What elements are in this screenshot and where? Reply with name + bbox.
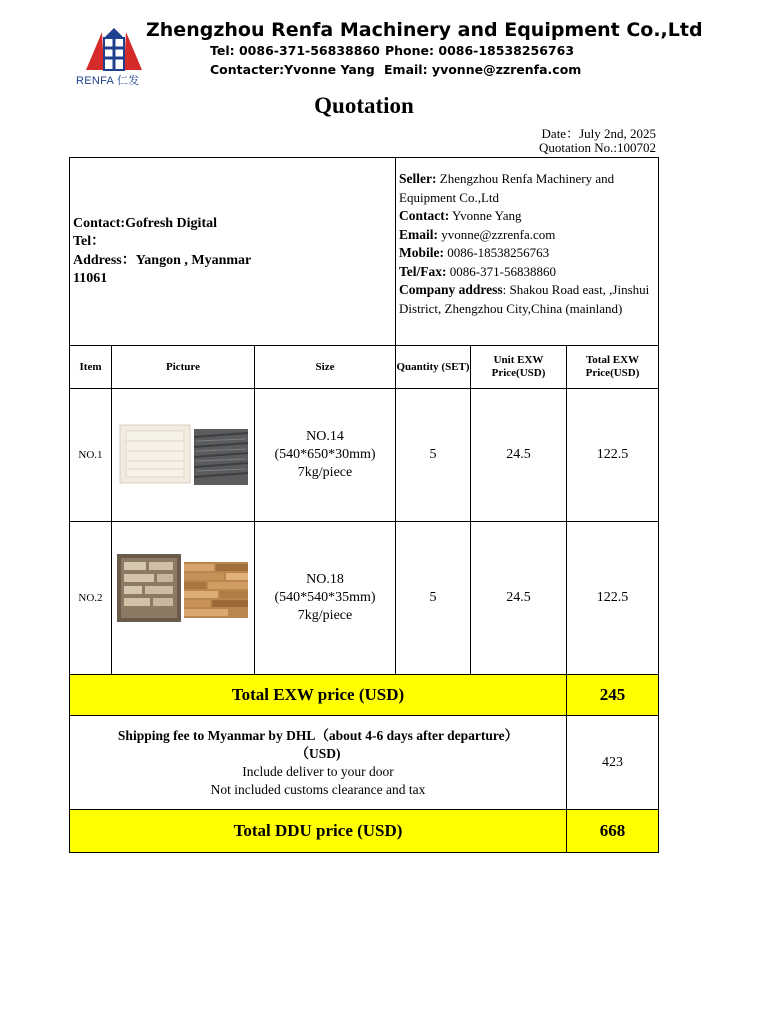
size-model: NO.18: [306, 572, 344, 587]
size-weight: 7kg/piece: [297, 465, 353, 480]
col-total-price-header: Total EXW Price(USD): [567, 346, 659, 389]
product-picture: [112, 389, 255, 522]
seller-mobile-label: Mobile:: [399, 245, 445, 260]
total-exw-value: 245: [567, 675, 659, 716]
company-phone: Phone: 0086-18538256763: [385, 43, 575, 58]
seller-address-label: Company address: [399, 282, 503, 297]
total-price-cell: 122.5: [567, 522, 659, 675]
total-ddu-value: 668: [567, 810, 659, 853]
total-ddu-row: [70, 810, 659, 853]
quotation-number: Quotation No.:100702: [539, 140, 656, 155]
unit-price-cell: 24.5: [471, 522, 567, 675]
size-dimensions: (540*650*30mm): [274, 447, 376, 462]
buyer-zip: 11061: [73, 271, 108, 286]
header-row: [70, 346, 659, 389]
seller-info: [396, 158, 659, 346]
unit-price-cell: 24.5: [471, 389, 567, 522]
shipping-title: Shipping fee to Myanmar by DHL（about 4-6 days after departure）: [117, 727, 519, 743]
mold-image: [112, 389, 255, 515]
mold-image: [112, 522, 255, 668]
col-size-header: Size: [255, 346, 396, 389]
buyer-address: Address：Yangon , Myanmar: [73, 252, 252, 268]
seller-email-label: Email:: [399, 226, 439, 242]
company-email: Email: yvonne@zzrenfa.com: [384, 62, 582, 77]
seller-label: Seller:: [399, 171, 437, 186]
buyer-contact: Contact:Gofresh Digital: [73, 215, 217, 231]
buyer-tel: Tel：: [73, 234, 106, 249]
seller-address-value: : Shakou Road east, ,Jinshui District, Zhengzhou City,China (mainland): [399, 282, 650, 316]
buyer-info: [70, 158, 396, 346]
company-name: Zhengzhou Renfa Machinery and Equipment Co.,Ltd: [146, 19, 703, 41]
size-model: NO.14: [306, 429, 344, 444]
company-contacter: Contacter:Yvonne Yang: [210, 62, 375, 77]
total-ddu-label: Total DDU price (USD): [70, 810, 567, 853]
company-tel: Tel: 0086-371-56838860: [210, 43, 380, 58]
col-quantity-header: Quantity (SET): [396, 346, 471, 389]
logo-text: RENFA 仁发: [76, 75, 140, 87]
shipping-currency: （USD): [295, 745, 341, 761]
col-picture-header: Picture: [112, 346, 255, 389]
seller-mobile-value: 0086-18538256763: [444, 245, 550, 260]
seller-telfax-label: Tel/Fax:: [399, 263, 447, 279]
quotation-date: Date：July 2nd, 2025: [541, 126, 656, 141]
item-number: NO.1: [70, 389, 112, 522]
size-cell: [255, 522, 396, 675]
shipping-note-delivery: Include deliver to your door: [242, 763, 394, 779]
quantity-cell: 5: [396, 389, 471, 522]
total-price-cell: 122.5: [567, 389, 659, 522]
col-item-header: Item: [70, 346, 112, 389]
total-exw-row: [70, 675, 659, 716]
size-dimensions: (540*540*35mm): [274, 590, 376, 605]
seller-value: Zhengzhou Renfa Machinery and Equipment Co.,Ltd: [399, 171, 615, 205]
quantity-cell: 5: [396, 522, 471, 675]
document-title: Quotation: [314, 93, 414, 118]
shipping-row: [70, 716, 659, 810]
seller-email-value: yvonne@zzrenfa.com: [438, 226, 556, 242]
shipping-description: [70, 716, 567, 810]
seller-contact-value: Yvonne Yang: [449, 208, 522, 223]
product-picture: [112, 522, 255, 675]
seller-contact-label: Contact:: [399, 208, 450, 223]
col-unit-price-header: Unit EXW Price(USD): [471, 346, 567, 389]
item-number: NO.2: [70, 522, 112, 675]
seller-telfax-value: 0086-371-56838860: [446, 263, 556, 279]
shipping-value: 423: [567, 716, 659, 810]
shipping-note-customs: Not included customs clearance and tax: [210, 781, 426, 797]
table-row: [70, 389, 659, 522]
parties-row: [70, 158, 659, 346]
total-exw-label: Total EXW price (USD): [70, 675, 567, 716]
quotation-table: [69, 157, 659, 853]
size-cell: [255, 389, 396, 522]
size-weight: 7kg/piece: [297, 608, 353, 623]
table-row: [70, 522, 659, 675]
